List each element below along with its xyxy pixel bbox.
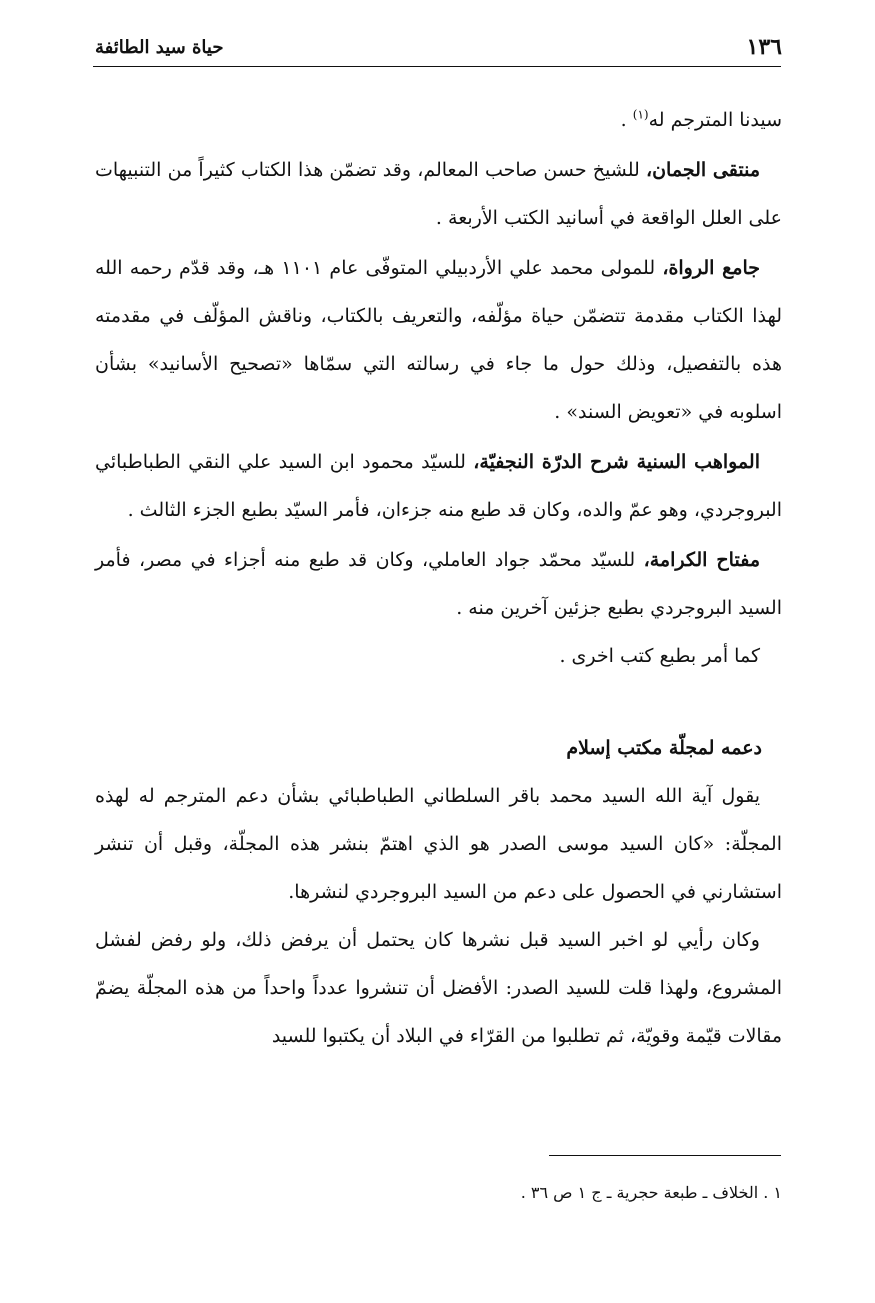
- entry-text: للمولى محمد علي الأردبيلي المتوفّى عام ١١٠١ هـ، وقد قدّم رحمه الله لهذا الكتاب مقدمة تتضمّن حياة مؤلّفه، والتعريف بالكتاب، وناقش المؤلّف في مقدمته هذه بالتفصيل، وذلك حول ما جاء في رسالته التي سمّاها «تصحيح الأسانيد» بشأن اسلوبه في «تعويض السند» .: [95, 257, 782, 423]
- running-header: [95, 32, 782, 62]
- entry-text: للسيّد محمّد جواد العاملي، وكان قد طبع منه أجزاء في مصر، فأمر السيد البروجردي بطبع جزئين آخرين منه .: [95, 549, 782, 619]
- entry-title: مفتاح الكرامة،: [643, 549, 760, 571]
- entry-title: المواهب السنية شرح الدرّة النجفيّة،: [473, 451, 760, 473]
- book-entry-mawahib: [95, 438, 782, 534]
- section-heading: دعمه لمجلّة مكتب إسلام: [566, 737, 762, 759]
- paragraph-end: .: [620, 109, 633, 131]
- footnote: ١ . الخلاف ـ طبعة حجرية ـ ج ١ ص ٣٦ .: [520, 1183, 782, 1202]
- book-entry-miftah: [95, 536, 782, 632]
- header-rule: [93, 66, 781, 67]
- entry-title: منتقى الجمان،: [645, 159, 760, 181]
- footnote-rule: [549, 1155, 781, 1156]
- book-title: حياة سيد الطائفة: [95, 36, 224, 58]
- paragraph-continuation: [95, 96, 782, 144]
- book-entry-muntaqa: [95, 146, 782, 242]
- entry-title: جامع الرواة،: [662, 257, 761, 279]
- paragraph-quote: يقول آية الله السيد محمد باقر السلطاني الطباطبائي بشأن دعم المترجم له لهذه المجلّة: «كان السيد موسى الصدر هو الذي اهتمّ بنشر هذه المجلّة، وقبل أن تنشر استشارني في الحصول على دعم من السيد البروجردي لنشرها.: [95, 785, 782, 903]
- footnote-reference: (١): [632, 107, 649, 122]
- entry-text: للسيّد محمود ابن السيد علي النقي الطباطبائي البروجردي، وهو عمّ والده، وكان قد طبع منه جزءان، فأمر السيّد بطبع الجزء الثالث .: [95, 451, 782, 521]
- page-number: ١٣٦: [746, 34, 782, 60]
- paragraph-text: سيدنا المترجم له: [648, 109, 782, 131]
- entry-text: للشيخ حسن صاحب المعالم، وقد تضمّن هذا الكتاب كثيراً من التنبيهات على العلل الواقعة في أسانيد الكتب الأربعة .: [95, 159, 782, 229]
- main-text: [95, 96, 782, 1060]
- paragraph-continued: وكان رأيي لو اخبر السيد قبل نشرها كان يحتمل أن يرفض ذلك، ولو رفض لفشل المشروع، ولهذا قلت للسيد الصدر: الأفضل أن تنشروا عدداً واحداً من هذه المجلّة يضمّ مقالات قيّمة وقويّة، ثم تطلبوا من القرّاء في البلاد أن يكتبوا للسيد: [95, 929, 782, 1047]
- paragraph-other-books: كما أمر بطبع كتب اخرى .: [559, 645, 760, 667]
- book-entry-jami: [95, 244, 782, 436]
